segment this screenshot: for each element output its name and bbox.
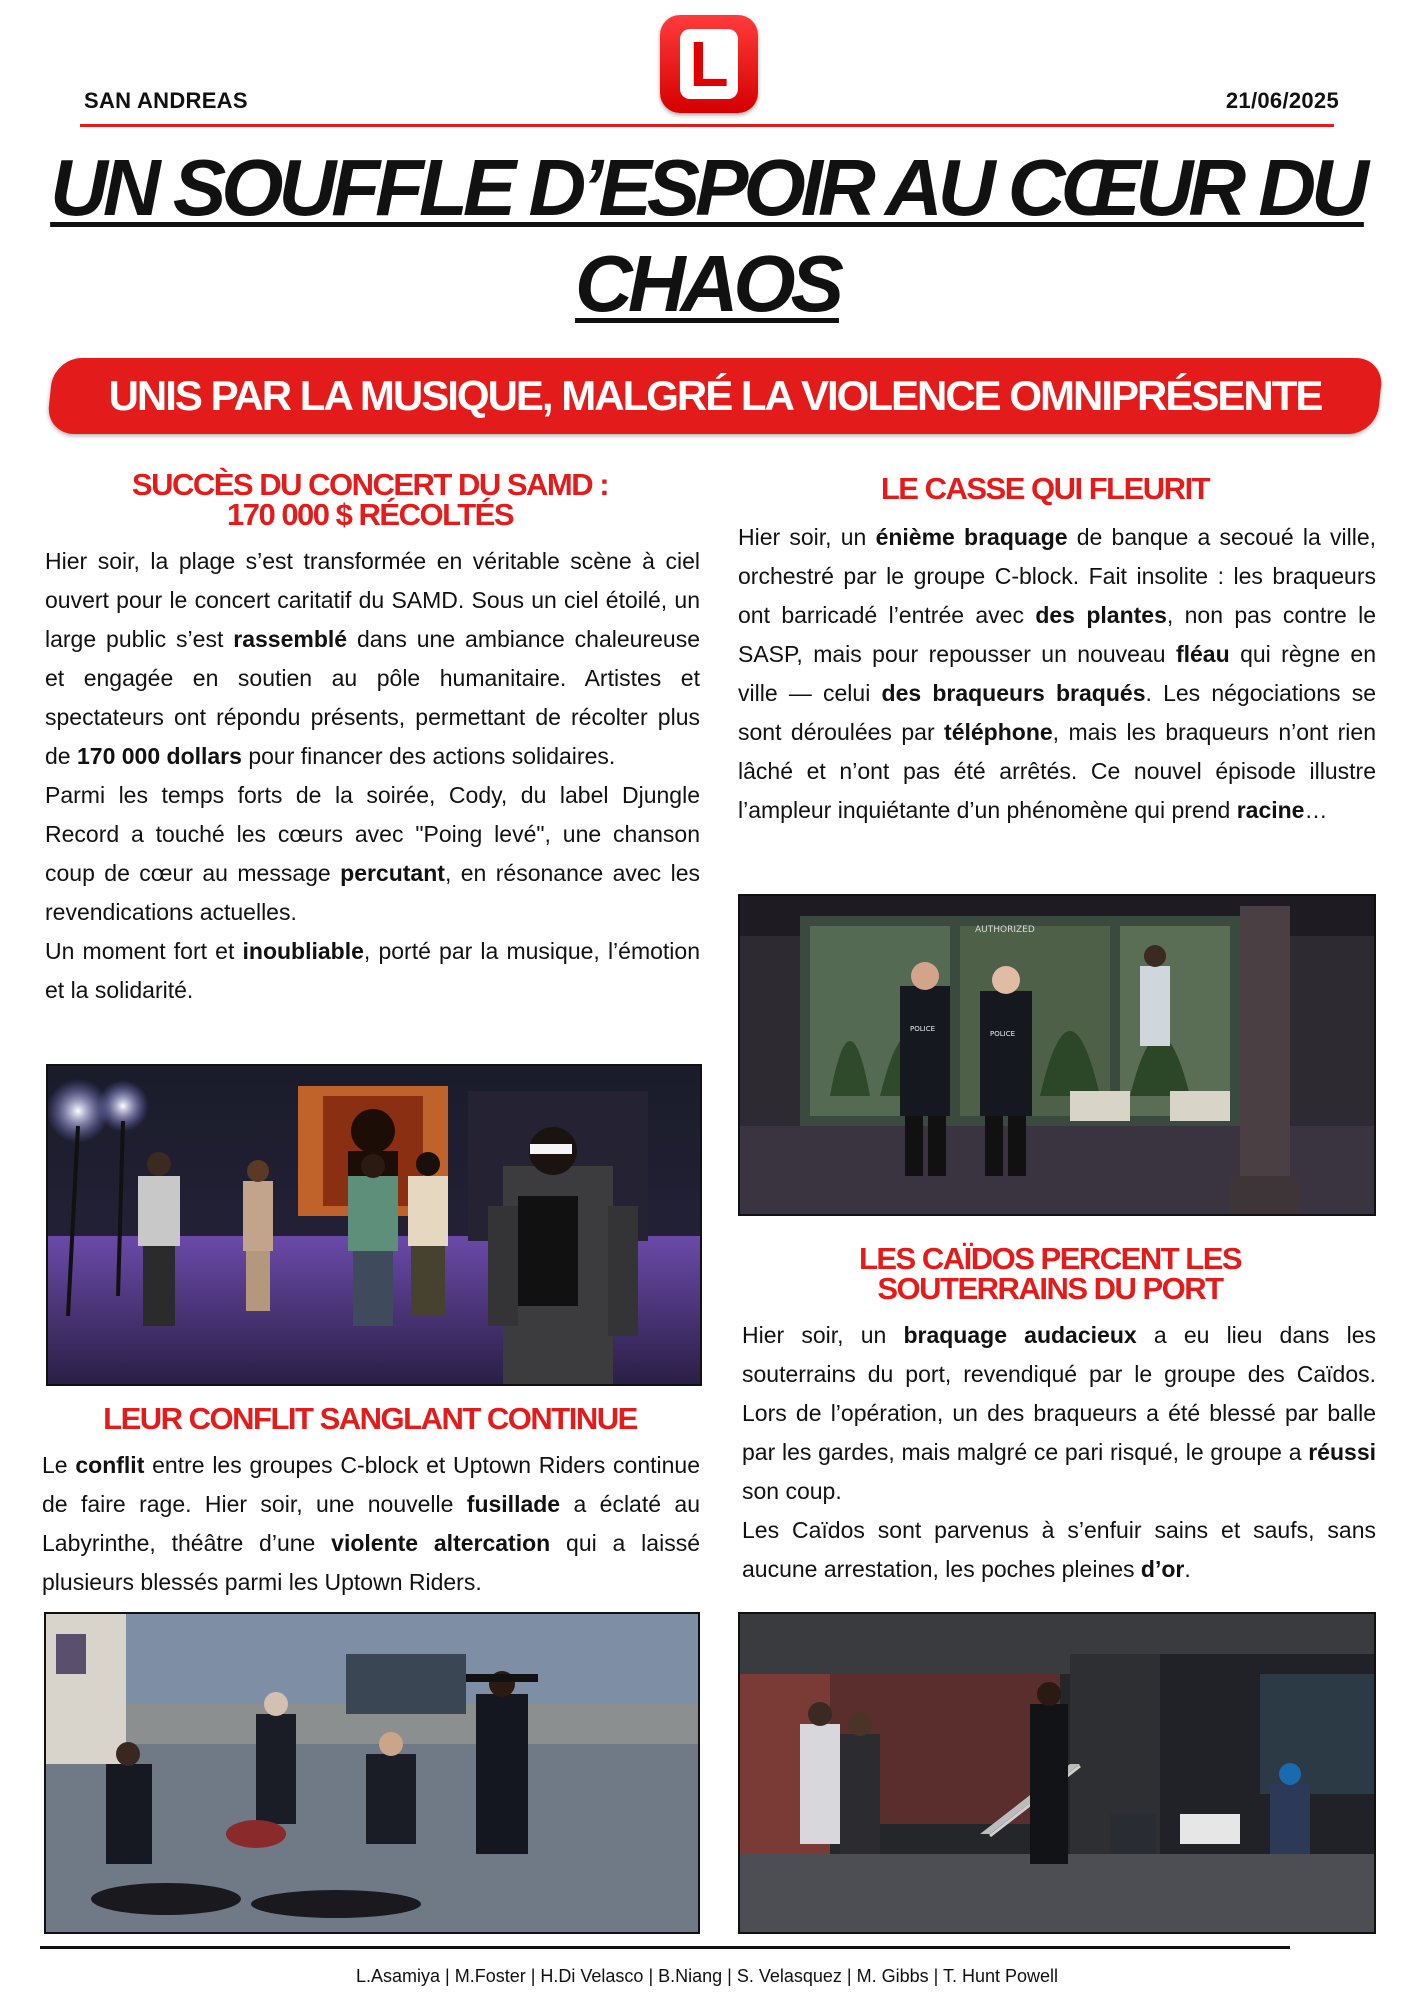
concert-title-line-2: 170 000 $ RÉCOLTÉS xyxy=(226,497,513,532)
issue-date: 21/06/2025 xyxy=(1225,88,1339,113)
police-badge-2: POLICE xyxy=(990,1030,1016,1038)
logo-letter: L xyxy=(689,28,729,100)
concert-article-body xyxy=(45,542,700,1010)
caidos-title-line-2: SOUTERRAINS DU PORT xyxy=(877,1271,1223,1306)
caidos-article-title xyxy=(735,1241,1365,1306)
subtitle-banner: UNIS PAR LA MUSIQUE, MALGRÉ LA VIOLENCE OMNIPRÉSENTE xyxy=(108,372,1322,419)
shootout-photo xyxy=(44,1612,700,1934)
headline-line-2: CHAOS xyxy=(575,239,839,328)
police-badge-1: POLICE xyxy=(910,1025,936,1033)
footer-divider xyxy=(40,1946,1290,1949)
caidos-article-body xyxy=(742,1316,1376,1589)
header-divider xyxy=(80,124,1334,127)
casse-paragraph-1: Hier soir, un énième braquage de banque a secoué la ville, orchestré par le groupe C-block. Fait insolite : les braqueurs ont barricadé l’entrée avec des plantes, non pas contre le SASP, mais pour repousser un nouveau fléau qui règne en ville — celui des braqueurs braqués. Les négociations se sont déroulées par téléphone, mais les braqueurs n’ont rien lâché et n’ont pas été arrêtés. Ce nouvel épisode illustre l’ampleur inquiétante d’un phénomène qui prend racine… xyxy=(738,524,1377,823)
concert-title-line-1: SUCCÈS DU CONCERT DU SAMD : xyxy=(131,467,609,502)
concert-paragraph-1: Hier soir, la plage s’est transformée en véritable scène à ciel ouvert pour le concert caritatif du SAMD. Sous un ciel étoilé, un large public s’est rassemblé dans une ambiance chaleureuse et engagée en soutien au pôle humanitaire. Artistes et spectateurs ont répondu présents, permettant de récolter plus de 170 000 dollars pour financer des actions solidaires. xyxy=(45,548,700,769)
headline xyxy=(40,140,1374,332)
conflit-article-title: LEUR CONFLIT SANGLANT CONTINUE xyxy=(103,1401,637,1436)
headline-line-1: UN SOUFFLE D’ESPOIR AU CŒUR DU xyxy=(50,143,1364,232)
authorized-sign: AUTHORIZED xyxy=(975,925,1035,935)
conflit-article-body xyxy=(42,1446,700,1602)
newspaper-logo xyxy=(660,15,758,113)
concert-paragraph-2: Parmi les temps forts de la soirée, Cody, du label Djungle Record a touché les cœurs avec "Poing levé", une chanson coup de cœur au message percutant, en résonance avec les revendications actuelles. xyxy=(45,782,700,925)
caidos-paragraph-2: Les Caïdos sont parvenus à s’enfuir sains et saufs, sans aucune arrestation, les poches pleines d’or. xyxy=(742,1517,1376,1582)
concert-paragraph-3: Un moment fort et inoubliable, porté par la musique, l’émotion et la solidarité. xyxy=(45,938,700,1003)
caidos-paragraph-1: Hier soir, un braquage audacieux a eu lieu dans les souterrains du port, revendiqué par le groupe des Caïdos. Lors de l’opération, un des braqueurs a été blessé par balle par les gardes, mais malgré ce pari risqué, le groupe a réussi son coup. xyxy=(742,1322,1376,1504)
concert-article-title xyxy=(40,467,700,532)
casse-article-title: LE CASSE QUI FLEURIT xyxy=(880,471,1210,506)
casse-article-body xyxy=(738,518,1376,830)
conflit-paragraph-1: Le conflit entre les groupes C-block et Uptown Riders continue de faire rage. Hier soir, une nouvelle fusillade a éclaté au Labyrinthe, théâtre d’une violente altercation qui a laissé plusieurs blessés parmi les Uptown Riders. xyxy=(42,1452,700,1595)
port-heist-photo xyxy=(738,1612,1376,1934)
location-label: SAN ANDREAS xyxy=(84,88,248,113)
caidos-title-line-1: LES CAÏDOS PERCENT LES xyxy=(858,1241,1242,1276)
author-credits: L.Asamiya | M.Foster | H.Di Velasco | B.Niang | S. Velasquez | M. Gibbs | T. Hunt Powell xyxy=(356,1966,1058,1986)
bank-heist-photo xyxy=(738,894,1376,1216)
concert-photo xyxy=(46,1064,702,1386)
